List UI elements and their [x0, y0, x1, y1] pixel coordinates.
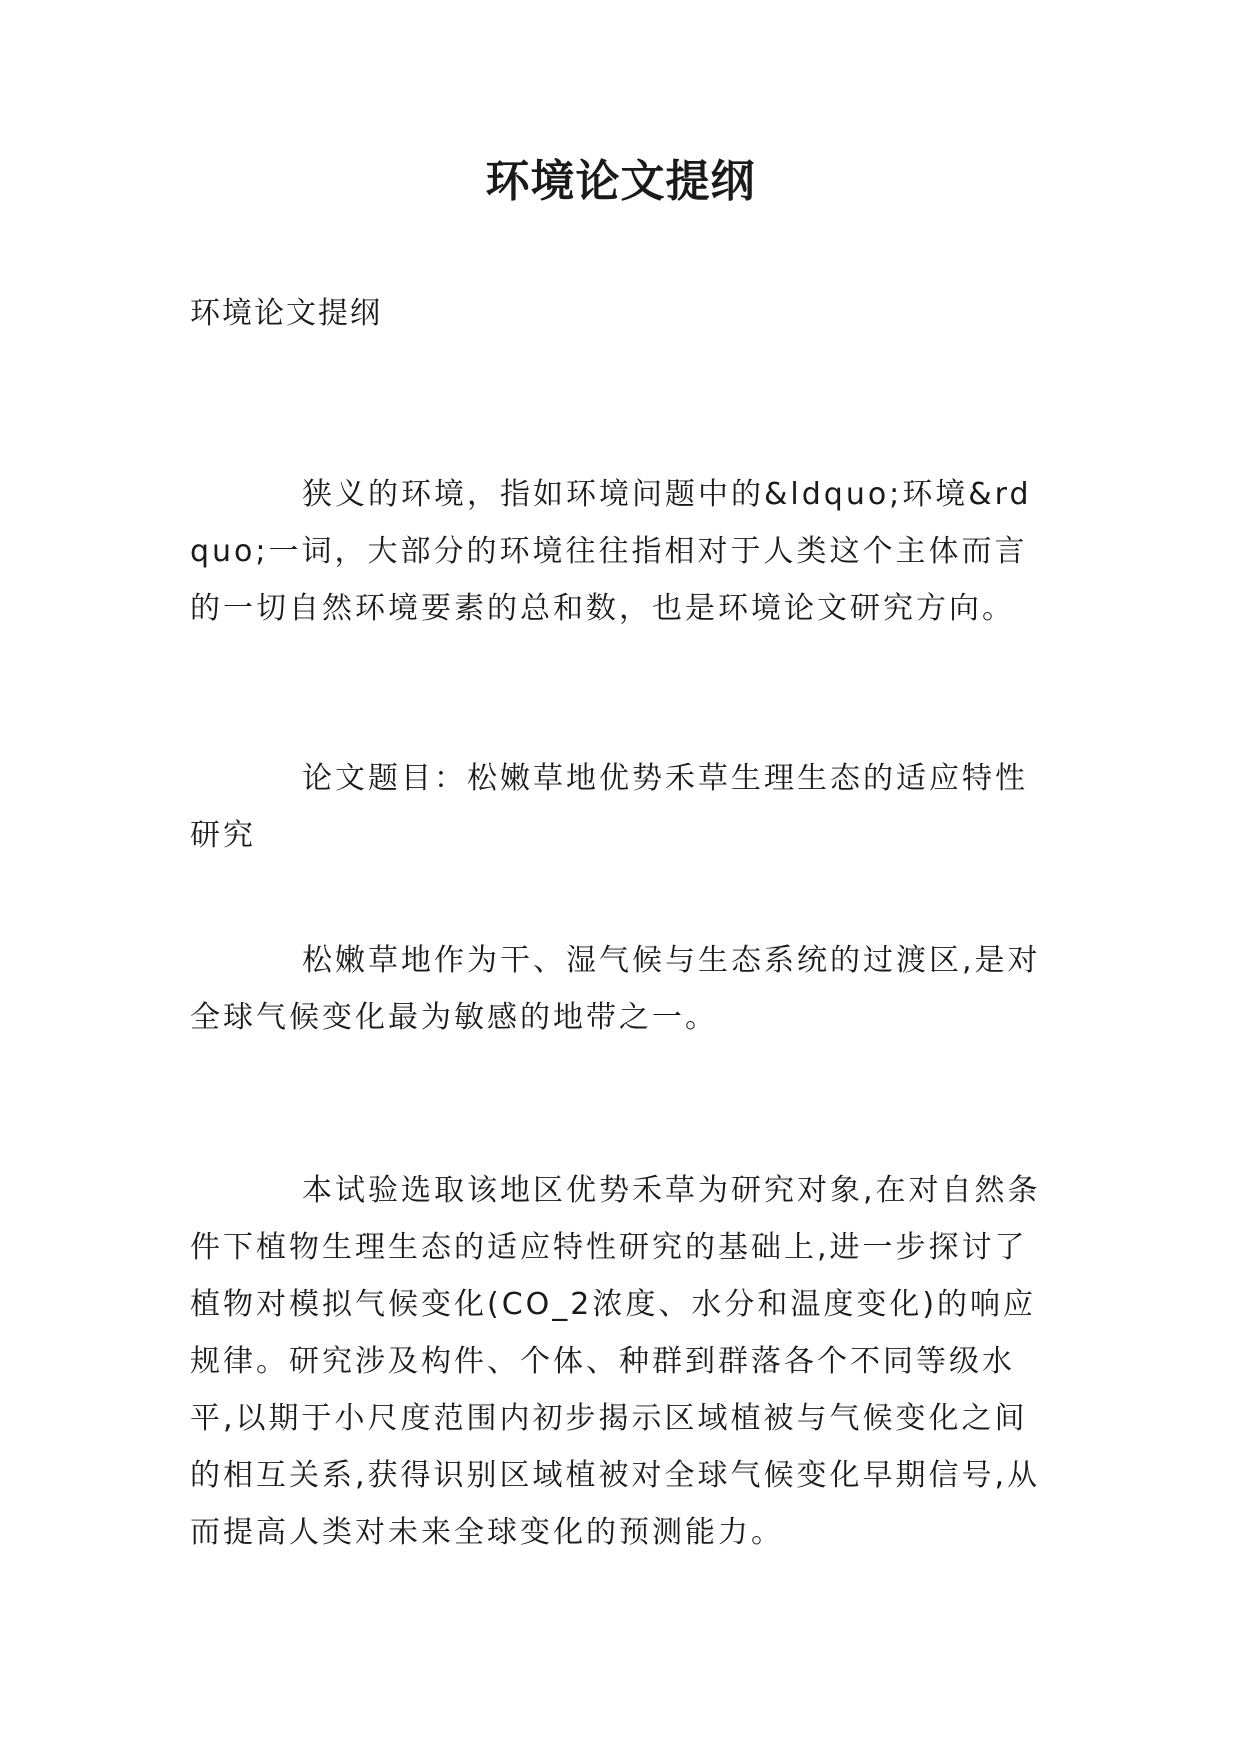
- paragraph-thesis-topic: 论文题目：松嫩草地优势禾草生理生态的适应特性研究: [190, 761, 1028, 853]
- paragraph-research-scope: 本试验选取该地区优势禾草为研究对象,在对自然条件下植物生理生态的适应特性研究的基础上,进一步探讨了植物对模拟气候变化(CO_2浓度、水分和温度变化)的响应规律。研究涉及构件、个体、种群到群落各个不同等级水平,以期于小尺度范围内初步揭示区域植被与气候变化之间的相互关系,获得识别区域植被对全球气候变化早期信号,从而提高人类对未来全球变化的预测能力。: [190, 1173, 1041, 1550]
- document-title: 环境论文提纲: [485, 156, 756, 207]
- paragraph-environment-definition: 狭义的环境，指如环境问题中的&ldquo;环境&rdquo;一词，大部分的环境往往指相对于人类这个主体而言的一切自然环境要素的总和数，也是环境论文研究方向。: [190, 477, 1032, 626]
- document-subtitle: 环境论文提纲: [190, 296, 382, 331]
- paragraph-songnen-grassland: 松嫩草地作为干、湿气候与生态系统的过渡区,是对全球气候变化最为敏感的地带之一。: [190, 943, 1041, 1035]
